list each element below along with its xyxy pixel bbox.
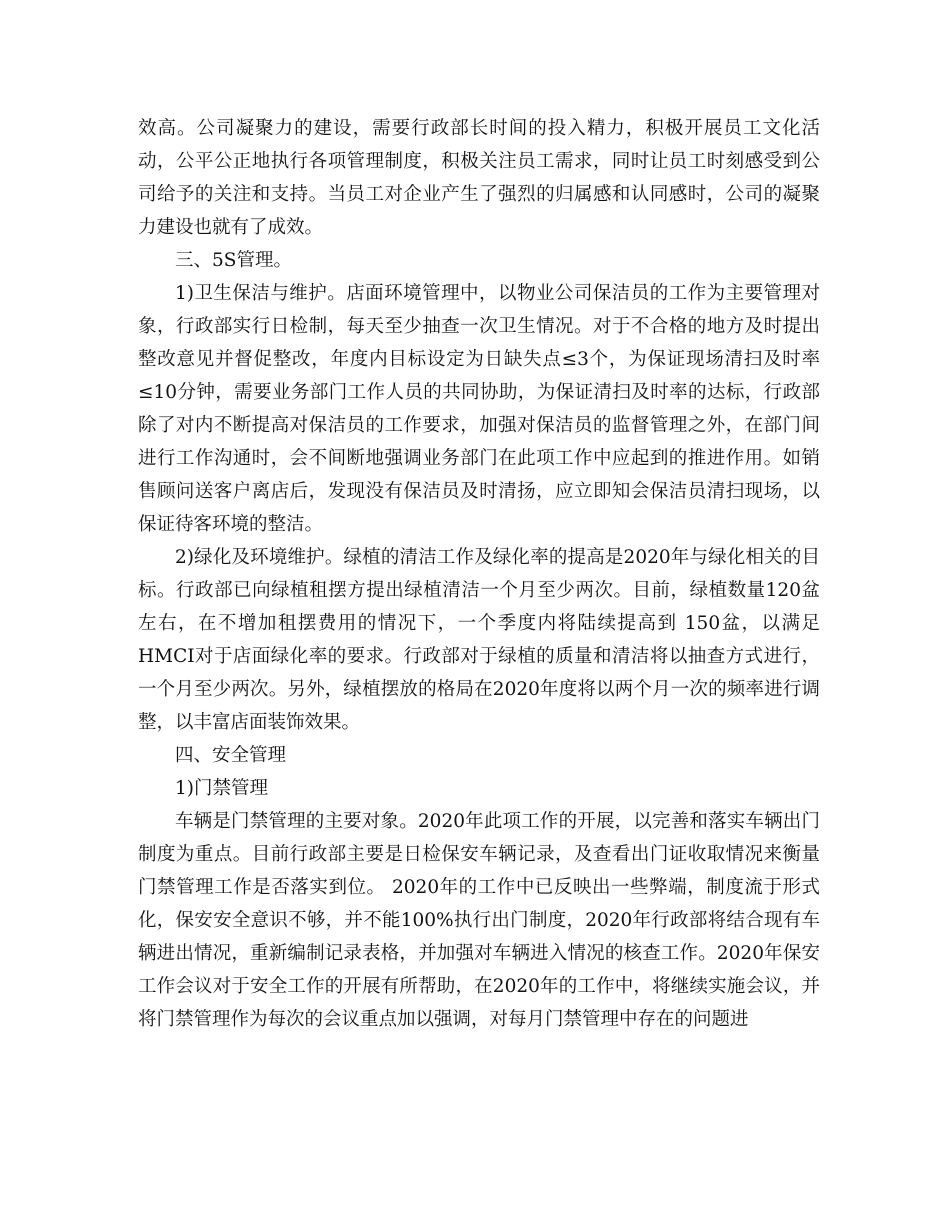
document-body <box>138 112 820 1036</box>
subheading-access-control: 1)门禁管理 <box>175 778 268 799</box>
paragraph-cohesion: 效高。公司凝聚力的建设，需要行政部长时间的投入精力，积极开展员工文化活动，公平公正地执行各项管理制度，积极关注员工需求，同时让员工时刻感受到公司给予的关注和支持。当员工对企业产生了强烈的归属感和认同感时，公司的凝聚力建设也就有了成效。 <box>138 118 820 238</box>
heading-5s-management: 三、5S管理。 <box>175 250 292 271</box>
paragraph-vehicle-access: 车辆是门禁管理的主要对象。2020年此项工作的开展，以完善和落实车辆出门制度为重点。目前行政部主要是日检保安车辆记录，及查看出门证收取情况来衡量门禁管理工作是否落实到位。 2020年的工作中已反映出一些弊端，制度流于形式化，保安安全意识不够，并不能100%执行出门制度，2020年行政部将结合现有车辆进出情况，重新编制记录表格，并加强对车辆进入情况的核查工作。2020年保安工作会议对于安全工作的开展有所帮助，在2020年的工作中，将继续实施会议，并将门禁管理作为每次的会议重点加以强调，对每月门禁管理中存在的问题进 <box>138 811 820 1030</box>
heading-safety-management: 四、安全管理 <box>175 745 287 766</box>
paragraph-cleaning-maintenance: 1)卫生保洁与维护。店面环境管理中，以物业公司保洁员的工作为主要管理对象，行政部实行日检制，每天至少抽查一次卫生情况。对于不合格的地方及时提出整改意见并督促整改，年度内目标设定为日缺失点≤3个，为保证现场清扫及时率≤10分钟，需要业务部门工作人员的共同协助，为保证清扫及时率的达标，行政部除了对内不断提高对保洁员的工作要求，加强对保洁员的监督管理之外，在部门间进行工作沟通时，会不间断地强调业务部门在此项工作中应起到的推进作用。如销售顾问送客户离店后，发现没有保洁员及时清扬，应立即知会保洁员清扫现场，以保证待客环境的整洁。 <box>138 283 820 535</box>
paragraph-greening-maintenance: 2)绿化及环境维护。绿植的清洁工作及绿化率的提高是2020年与绿化相关的目标。行政部已向绿植租摆方提出绿植清洁一个月至少两次。目前，绿植数量120盆左右，在不增加租摆费用的情况下，一个季度内将陆续提高到 150盆，以满足HMCI对于店面绿化率的要求。行政部对于绿植的质量和清洁将以抽查方式进行，一个月至少两次。另外，绿植摆放的格局在2020年度将以两个月一次的频率进行调整，以丰富店面装饰效果。 <box>138 547 820 733</box>
